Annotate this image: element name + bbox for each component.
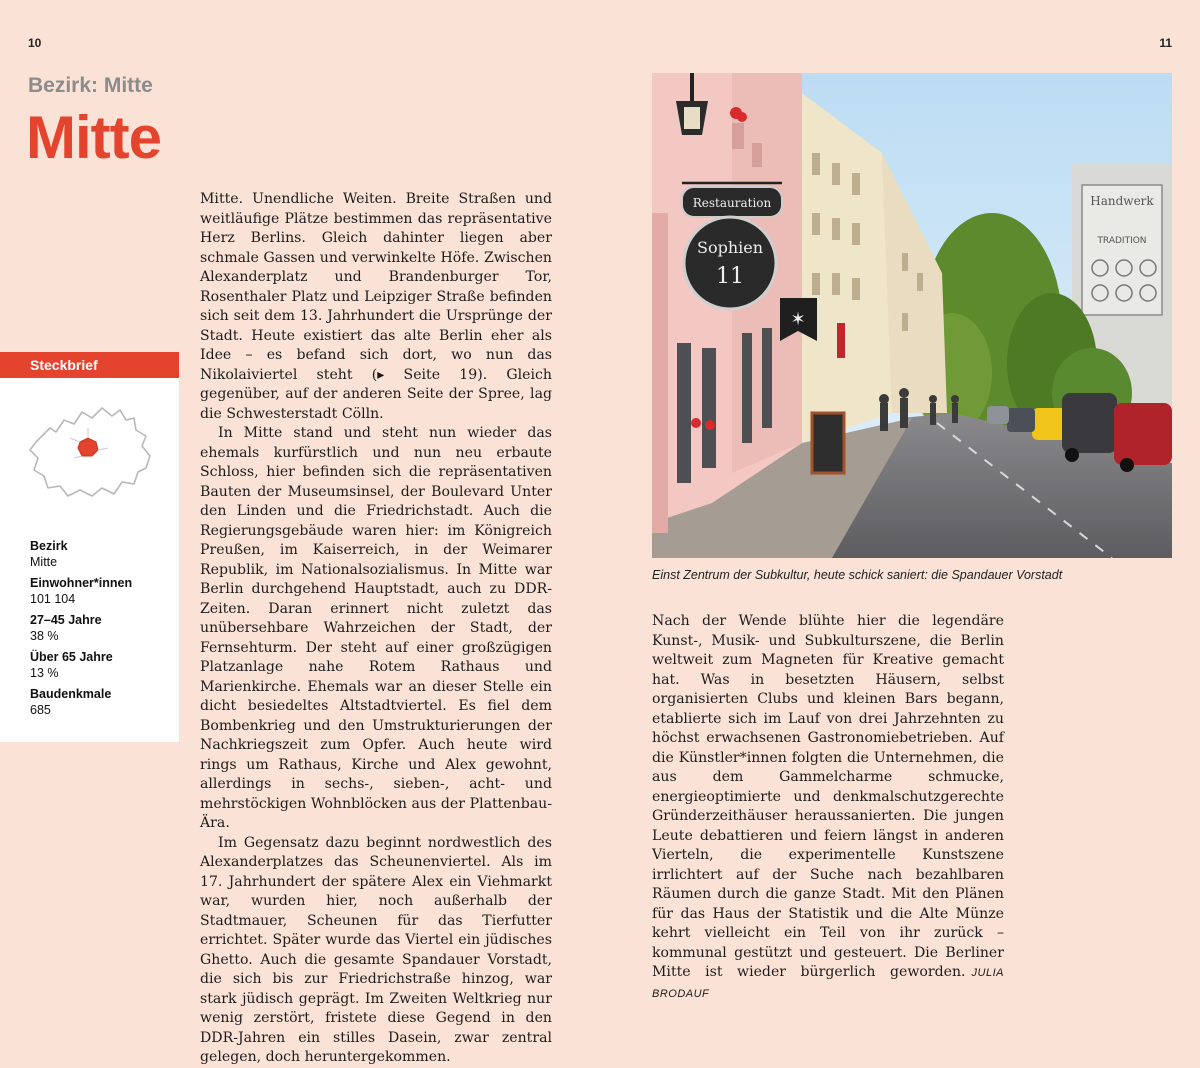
sophien-sign-text: Sophien bbox=[696, 238, 764, 257]
fact-label-over-65: Über 65 Jahre bbox=[30, 650, 113, 664]
body-text-left bbox=[200, 190, 552, 1068]
sophien-sign bbox=[684, 217, 776, 309]
author-name: JULIA BRODAUF bbox=[652, 967, 1004, 1000]
paragraph bbox=[652, 612, 1004, 1004]
page-number-right: 11 bbox=[1159, 36, 1172, 50]
district-kicker: Bezirk: Mitte bbox=[28, 74, 153, 97]
fact-label-age-27-45: 27–45 Jahre bbox=[30, 613, 102, 627]
steckbrief-box bbox=[0, 352, 179, 742]
sophien-number-text: 11 bbox=[716, 264, 744, 289]
body-text-right bbox=[652, 612, 1004, 1004]
steckbrief-heading: Steckbrief bbox=[0, 352, 179, 378]
page-number-left: 10 bbox=[28, 36, 42, 50]
paragraph-text: Nach der Wende blühte hier die legendäre Kunst-, Musik- und Subkulturszene, die Berlin weltweit zum Magneten für Kreative gemacht hat. Was in besetzten Häusern, selbst organisierten Clubs und kleinen Bars begann, etablierte sich im Lauf von drei Jahrzehnten zu höchst erwachsenen Gastronomiebetrieben. Auf die Künstler*innen folgten die Unternehmen, die aus dem Gammelcharme schmucke, energieoptimierte und denkmalschutzgerechte Gründerzeithäuser heraussanierten. Die jungen Leute debattieren und feiern längst in anderen Vierteln, die experimentelle Kunstszene irrlichtert auf der Suche nach bezahlbaren Räumen durch die ganze Stadt. Mit den Plänen für das Haus der Statistik und die Alte Münze kehrt vielleicht ein Teil von ihr zurück – kommunal gestützt und gesteuert. Die Berliner Mitte ist wieder bürgerlich geworden. bbox=[652, 613, 1004, 980]
paragraph: Im Gegensatz dazu beginnt nordwestlich des Alexanderplatzes das Scheunenviertel. Als im 17. Jahrhundert der spätere Alex ein Viehmarkt war, wurden hier, noch außerhalb der Stadtmauer, Scheunen für das Tierfutter errichtet. Später wurde das Viertel ein jüdisches Ghetto. Auch die gesamte Spandauer Vorstadt, die sich bis zur Friedrichstraße hinzog, war stark jüdisch geprägt. Im Zweiten Weltkrieg nur wenig zerstört, fristete diese Gegend in den DDR-Jahren ein stilles Dasein, zwar zentral gelegen, doch heruntergekommen. bbox=[200, 834, 552, 1065]
fact-label-einwohner: Einwohner*innen bbox=[30, 576, 133, 590]
street-scene-image bbox=[652, 73, 1172, 558]
fact-label-bezirk: Bezirk bbox=[30, 539, 68, 553]
fact-value-bezirk: Mitte bbox=[30, 555, 58, 569]
fact-value-age-27-45: 38 % bbox=[30, 629, 59, 643]
photo-caption: Einst Zentrum der Subkultur, heute schick saniert: die Spandauer Vorstadt bbox=[652, 568, 1063, 582]
restauration-sign-text: Restauration bbox=[692, 196, 772, 210]
page-title: Mitte bbox=[26, 104, 161, 171]
berlin-map-icon bbox=[22, 398, 162, 508]
svg-text:✶: ✶ bbox=[790, 309, 806, 330]
fact-value-over-65: 13 % bbox=[30, 666, 59, 680]
menu-board bbox=[812, 413, 844, 473]
paragraph: In Mitte stand und steht nun wieder das ehemals kurfürstlich und nun neu erbaute Schloss, hier befinden sich die repräsentativen Bauten der Museumsinsel, der Boulevard Unter den Linden und die Friedrichstadt. Auch die Regierungsgebäude waren hier: im Königreich Preußen, im Kaiserreich, in der Weimarer Republik, im Nationalsozialismus. In Mitte war Berlin durchgehend Hauptstadt, auch zu DDR-Zeiten. Daran erinnert nicht zuletzt das unübersehbare Wahrzeichen der Stadt, der Fernsehturm. Der steht auf einer großzügigen Platzanlage nahe Rotem Rathaus und Marienkirche. Ehemals war an dieser Stelle ein dicht besiedeltes Altstadtviertel. Es fiel dem Bombenkrieg und den Umstrukturierungen der Nachkriegszeit zum Opfer. Auch heute wird rings um Rathaus, Kirche und Alex gewohnt, allerdings in sechs-, sieben-, acht- und mehrstöckigen Wohnblöcken aus der Plattenbau-Ära. bbox=[200, 425, 552, 831]
paragraph: Mitte. Unendliche Weiten. Breite Straßen und weitläufige Plätze bestimmen das repräsentative Herz Berlins. Gleich dahinter liegen aber schmale Gassen und verwinkelte Höfe. Zwischen Alexanderplatz und Brandenburger Tor, Rosenthaler Platz und Leipziger Straße befinden sich seit dem 13. Jahrhundert die Ursprünge der Stadt. Heute existiert das alte Berlin eher als Idee – es befand sich dort, wo nun das Nikolaiviertel steht (▸ Seite 19). Gleich gegenüber, auf der anderen Seite der Spree, lag die Schwesterstadt Cölln. bbox=[200, 191, 552, 422]
fact-value-einwohner: 101 104 bbox=[30, 592, 76, 606]
tradition-sign-text: TRADITION bbox=[1097, 236, 1147, 246]
street-photo bbox=[652, 73, 1172, 558]
fact-value-baudenkmale: 685 bbox=[30, 703, 51, 717]
handwerk-sign-text: Handwerk bbox=[1090, 194, 1154, 208]
fact-list bbox=[30, 538, 132, 723]
fact-label-baudenkmale: Baudenkmale bbox=[30, 687, 112, 701]
